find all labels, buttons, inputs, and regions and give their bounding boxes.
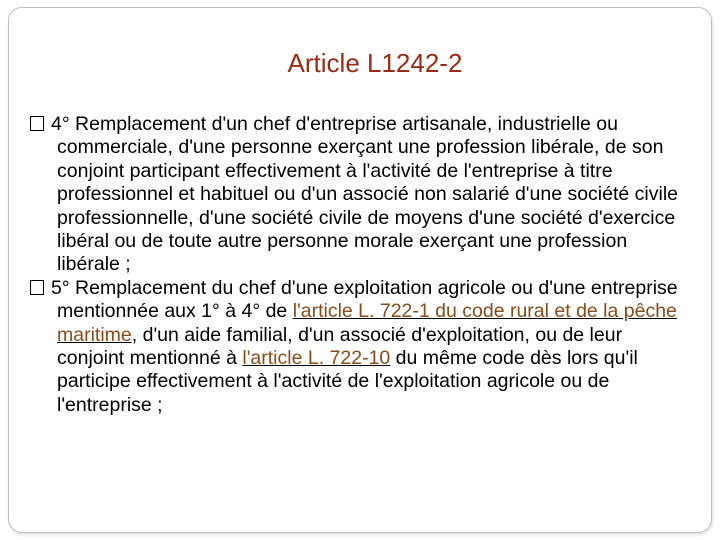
checkbox-bullet-icon [30,116,44,131]
link-article-l722-1[interactable]: l'article L. 722-1 du code rural et de la pêche maritime [57,300,677,346]
paragraph-4 [30,113,690,277]
paragraph-5 [30,277,690,417]
paragraph-5-text-start: 5° Remplacement du chef d'une exploitation agricole ou d'une entreprise mentionnée aux 1° à 4° de [51,276,678,323]
slide-title: Article L1242-2 [287,48,463,78]
paragraph-5-text-end: du même code dès lors qu'il participe effectivement à l'activité de l'exploitation agricole ou de l'entreprise ; [57,347,638,416]
paragraph-5-text-middle: , d'un aide familial, d'un associé d'exploitation, ou de leur conjoint mentionné à [57,323,623,370]
paragraph-4-text: 4° Remplacement d'un chef d'entreprise artisanale, industrielle ou commerciale, d'une personne exerçant une profession libérale, de son conjoint participant effectivement à l'activité de l'entreprise à titre professionnel et habituel ou d'un associé non salarié d'une société civile professionnelle, d'une société civile de moyens d'une société d'exercice libéral ou de toute autre personne morale exerçant une profession libérale ; [51,113,679,276]
link-article-l722-10[interactable]: l'article L. 722-10 [242,347,391,370]
checkbox-bullet-icon [30,280,44,295]
slide-content [30,113,690,417]
